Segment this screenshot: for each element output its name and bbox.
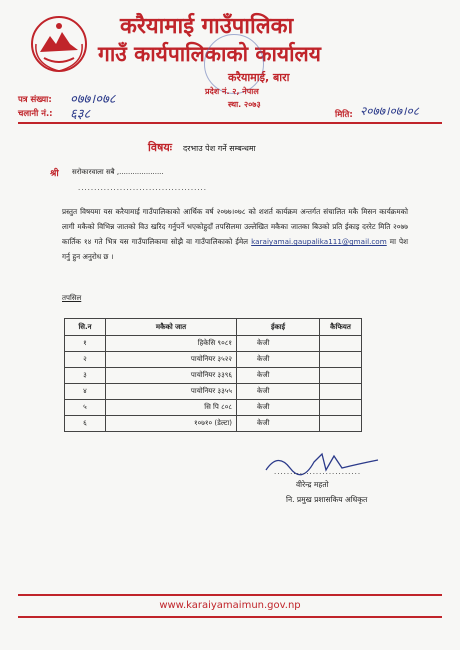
header-rule xyxy=(18,122,442,124)
table-cell: केजी xyxy=(237,368,320,384)
table-cell: ६ xyxy=(65,416,106,432)
signatory-name: वीरेन्द्र महतो xyxy=(296,480,329,489)
table-row xyxy=(65,400,362,416)
office-stamp xyxy=(204,34,264,94)
address-line-2: प्रदेश नं. २, नेपाल xyxy=(205,87,259,96)
table-cell: केजी xyxy=(237,384,320,400)
table-cell: २ xyxy=(65,352,106,368)
address-line-3: स्था. २०७३ xyxy=(228,100,261,109)
chalani-value: ६३८ xyxy=(70,107,91,122)
table-cell: केजी xyxy=(237,336,320,352)
body-text-part2: मा पेश गर्नु हुन अनुरोध छ । xyxy=(62,237,408,261)
table-header-row xyxy=(65,319,362,336)
table-cell xyxy=(320,368,362,384)
patra-sankhya-label: पत्र संख्या: xyxy=(18,95,52,105)
footer-rule xyxy=(18,594,442,596)
table-cell: केजी xyxy=(237,352,320,368)
table-cell xyxy=(320,352,362,368)
table-cell: ५ xyxy=(65,400,106,416)
nepal-emblem-icon xyxy=(30,14,88,74)
email-link[interactable]: karaiyamai.gaupalika111@gmail.com xyxy=(251,237,387,246)
letter-body xyxy=(62,204,408,264)
table-cell: १ xyxy=(65,336,106,352)
recipient-line-1: सरोकारवाला सबै ,.................... xyxy=(72,168,164,176)
municipality-title: करैयामाई गाउँपालिका xyxy=(120,14,294,39)
table-cell xyxy=(320,336,362,352)
subject-text: दरभाउ पेश गर्ने सम्बन्धमा xyxy=(183,144,256,153)
table-cell: हिकेसि ९०८१ xyxy=(106,336,237,352)
subject-label: विषयः xyxy=(148,141,172,154)
table-row xyxy=(65,384,362,400)
table-cell xyxy=(320,400,362,416)
address-line-1: करैयामाई, बारा xyxy=(228,71,290,84)
table-row xyxy=(65,368,362,384)
table-row xyxy=(65,336,362,352)
body-text-part1: प्रस्तुत विषयमा यस करैयामाई गाउँपालिकाको आर्थिक वर्ष २०७७।०७८ को शशर्त कार्यक्रम अन्तर्गत संचालित मकै मिसन कार्यक्रमको लागी मकैको विभिन्न जातको विउ खरिद गर्नुपर्ने भएकोहुदाँ तपसिलमा उल्लेखित मकैका जातका बिउको प्रति ईकाइ दररेट मिति २०७७ कार्तिक १४ गते भित्र यस गाउँपालिकामा सोझै वा गाउँपालिकाको ईमेल xyxy=(62,207,408,246)
table-cell: ३ xyxy=(65,368,106,384)
footer-rule-bottom xyxy=(18,616,442,618)
signatory-title: नि. प्रमुख प्रशासकिय अधिकृत xyxy=(286,495,368,504)
recipient-prefix: श्री xyxy=(50,169,59,179)
table-cell: पायोनियर ३३९६ xyxy=(106,368,237,384)
table-cell: १०७१० (डेल्टा) xyxy=(106,416,237,432)
chalani-label: चलानी नं.: xyxy=(18,109,53,119)
table-cell: ४ xyxy=(65,384,106,400)
office-title: गाउँ कार्यपालिकाको कार्यालय xyxy=(98,42,321,66)
recipient-line-2: ........................................ xyxy=(78,184,208,192)
table-cell xyxy=(320,384,362,400)
table-header: सि.न xyxy=(65,319,106,336)
table-cell: केजी xyxy=(237,400,320,416)
table-cell: पायोनियर ३३५५ xyxy=(106,384,237,400)
signature-dots: ........................... xyxy=(274,468,362,476)
table-cell: केजी xyxy=(237,416,320,432)
subject-line xyxy=(148,136,256,155)
table-header: कैफियत xyxy=(320,319,362,336)
table-row xyxy=(65,416,362,432)
attachment-label: तपसिल xyxy=(62,294,82,302)
maize-variety-table xyxy=(64,318,362,432)
miti-value: २०७७।०७।०८ xyxy=(360,104,420,118)
table-cell: सि पि ८०८ xyxy=(106,400,237,416)
table-cell: पायोनियर ३५२२ xyxy=(106,352,237,368)
table-cell xyxy=(320,416,362,432)
footer-website-link[interactable]: www.karaiyamaimun.gov.np xyxy=(159,600,301,611)
table-row xyxy=(65,352,362,368)
table-header: मकैको जात xyxy=(106,319,237,336)
table-header: ईकाई xyxy=(237,319,320,336)
miti-label: मिति: xyxy=(335,110,353,120)
patra-sankhya-value: ०७७।०७८ xyxy=(70,92,116,107)
